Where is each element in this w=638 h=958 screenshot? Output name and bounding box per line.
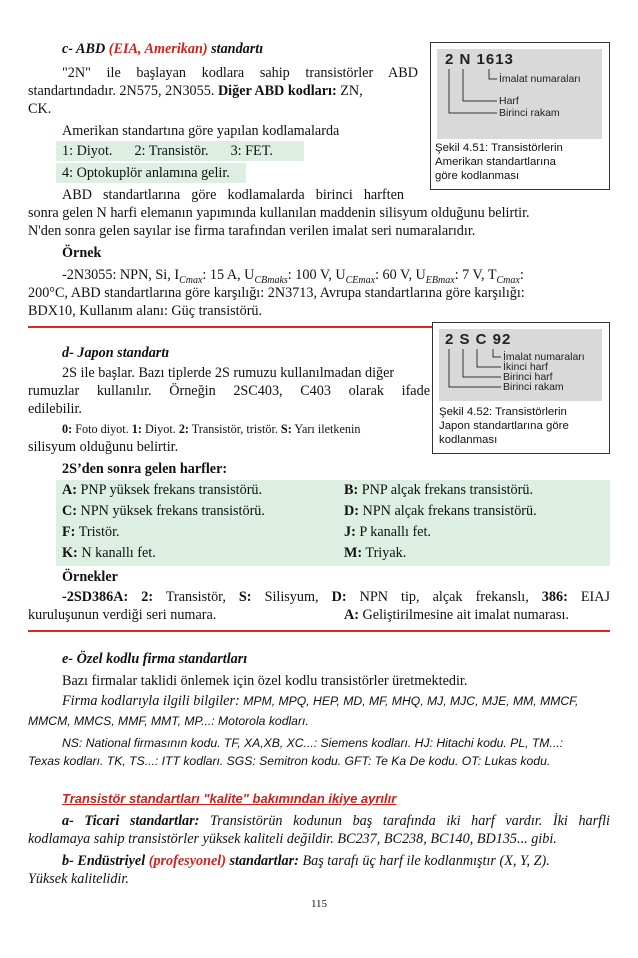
- letter-row: K: N kanallı fet.: [62, 545, 156, 561]
- figure-4-52-image: [439, 329, 602, 401]
- example-line3: BDX10, Kullanım alanı: Güç transistörü.: [28, 303, 263, 319]
- figure-4-51: [430, 42, 610, 190]
- figure-4-52: [432, 322, 610, 454]
- quality-b-line2: Yüksek kalitelidir.: [28, 871, 129, 887]
- fig2-code: 2 S C 92: [445, 331, 512, 348]
- section-e-heading: e- Özel kodlu firma standartları: [62, 651, 248, 667]
- fig2-label-second-letter: İkinci harf: [503, 361, 548, 373]
- letter-row: D: NPN alçak frekans transistörü.: [344, 503, 537, 519]
- letter-row: J: P kanallı fet.: [344, 524, 431, 540]
- sec-c-p3-line2: sonra gelen N harfi elemanın yapımında kullanılan maddenin silisyum olduğunu belirtir.: [28, 205, 530, 221]
- sec-d-codes-line2: silisyum olduğunu belirtir.: [28, 439, 179, 455]
- sec-e-p3-line1: NS: National firmasının kodu. TF, XA,XB, XC...: Siemens kodları. HJ: Hitachi kodu. PL, TM...:: [62, 736, 564, 750]
- quality-heading: Transistör standartları "kalite" bakımından ikiye ayrılır: [62, 791, 397, 806]
- sec-c-p3-line3: N'den sonra gelen sayılar ise firma tarafından verilen imalat seri numaralarıdır.: [28, 223, 476, 239]
- section-d-heading: d- Japon standartı: [62, 345, 170, 361]
- figure-4-52-caption: Şekil 4.52: Transistörlerin Japon standartlarına göre kodlanması: [439, 406, 569, 446]
- sec-c-p1-line2: standartındadır. 2N575, 2N3055. Diğer ABD kodları: ZN,: [28, 83, 363, 99]
- letter-row: B: PNP alçak frekans transistörü.: [344, 482, 533, 498]
- example-line1: -2N3055: NPN, Si, $I_{Cmax}$: 15 A, $U_{CBmaks}$: 100 V, $U_{CEmax}$: 60 V, $U_{EBmax}$: 7 V, $T_{Cmax}$:: [62, 267, 524, 286]
- sec-c-p2: Amerikan standartına göre yapılan kodlamalarda: [62, 123, 340, 139]
- letter-row: F: Tristör.: [62, 524, 120, 540]
- letter-row: M: Triyak.: [344, 545, 407, 561]
- sec-c-p1-line3: CK.: [28, 101, 52, 117]
- sec-c-p1-line1: "2N" ile başlayan kodlara sahip transistörler ABD: [62, 65, 418, 81]
- fig2-label-serial: İmalat numaraları: [503, 351, 585, 363]
- type-codes-row2: 4: Optokuplör anlamına gelir.: [62, 165, 230, 181]
- type-codes-row1: 1: Diyot. 2: Transistör. 3: FET.: [62, 143, 273, 159]
- divider-2: [28, 630, 610, 632]
- jp-example-line2: kuruluşunun verdiği seri numara.: [28, 607, 217, 623]
- letter-row: A: PNP yüksek frekans transistörü.: [62, 482, 263, 498]
- sec-e-p2-line1: Firma kodlarıyla ilgili bilgiler: MPM, MPQ, HEP, MD, MF, MHQ, MJ, MJC, MJE, MM, MMCF,: [62, 693, 579, 709]
- sec-d-p1-line2: rumuzlar kullanılır. Örneğin 2SC403, C403 olarak ifade: [28, 383, 430, 399]
- sec-e-p2-line2: MMCM, MMCS, MMF, MMT, MP...: Motorola kodları.: [28, 714, 309, 728]
- fig2-label-digit: Birinci rakam: [503, 381, 564, 393]
- figure-4-51-caption: Şekil 4.51: Transistörlerin Amerikan standartlarına göre kodlanması: [435, 142, 563, 182]
- jp-example-line2-right: A: Geliştirilmesine ait imalat numarası.: [344, 607, 569, 623]
- figure-4-51-image: [437, 49, 602, 139]
- fig1-label-serial: İmalat numaraları: [499, 73, 581, 85]
- sec-c-p3-line1: ABD standartlarına göre kodlamalarda birinci harften: [62, 187, 404, 203]
- sec-e-p1: Bazı firmalar taklidi önlemek için özel kodlu transistörler üretmektedir.: [62, 673, 468, 689]
- fig1-pointer-lines: [437, 49, 602, 139]
- example-title: Örnek: [62, 245, 102, 261]
- example-line2: 200°C, ABD standartlarına göre karşılığı: 2N3713, Avrupa standartlarına göre karşılığı:: [28, 285, 525, 301]
- page-number: 115: [310, 898, 328, 910]
- sec-d-p1-line1: 2S ile başlar. Bazı tiplerde 2S rumuzu kullanılmadan diğer: [62, 365, 395, 381]
- jp-example-line1: -2SD386A: 2: Transistör, S: Silisyum, D: NPN tip, alçak frekanslı, 386: EIAJ: [62, 589, 610, 605]
- fig2-label-first-letter: Birinci harf: [503, 371, 553, 383]
- quality-a-line2: kodlamaya sahip transistörler yüksek kaliteli değildir. BC237, BC238, BC140, BD135... gibi.: [28, 831, 557, 847]
- letters-title: 2S’den sonra gelen harfler:: [62, 461, 228, 477]
- section-c-heading: c- ABD (EIA, Amerikan) standartı: [62, 41, 264, 57]
- letter-row: C: NPN yüksek frekans transistörü.: [62, 503, 265, 519]
- examples-title: Örnekler: [62, 569, 118, 585]
- letters-table: [56, 480, 610, 566]
- fig1-code: 2 N 1613: [445, 51, 514, 68]
- fig1-label-digit: Birinci rakam: [499, 107, 560, 119]
- sec-d-p1-line3: edilebilir.: [28, 401, 82, 417]
- sec-d-codes-line1: 0: Foto diyot. 1: Diyot. 2: Transistör, tristör. S: Yarı iletkenin: [62, 422, 361, 436]
- quality-a-line1: a- Ticari standartlar: Transistörün kodunun baş tarafında iki harf vardır. İki harfli: [62, 813, 611, 829]
- sec-e-p3-line2: Texas kodları. TK, TS...: ITT kodları. SGS: Semitron kodu. GFT: Te Ka De kodu. OT: Lukas kodu.: [28, 754, 551, 768]
- fig1-label-letter: Harf: [499, 95, 519, 107]
- quality-b-line1: b- Endüstriyel (profesyonel) standartlar: Baş tarafı üç harf ile kodlanmıştır (X, Y, Z).: [62, 853, 550, 869]
